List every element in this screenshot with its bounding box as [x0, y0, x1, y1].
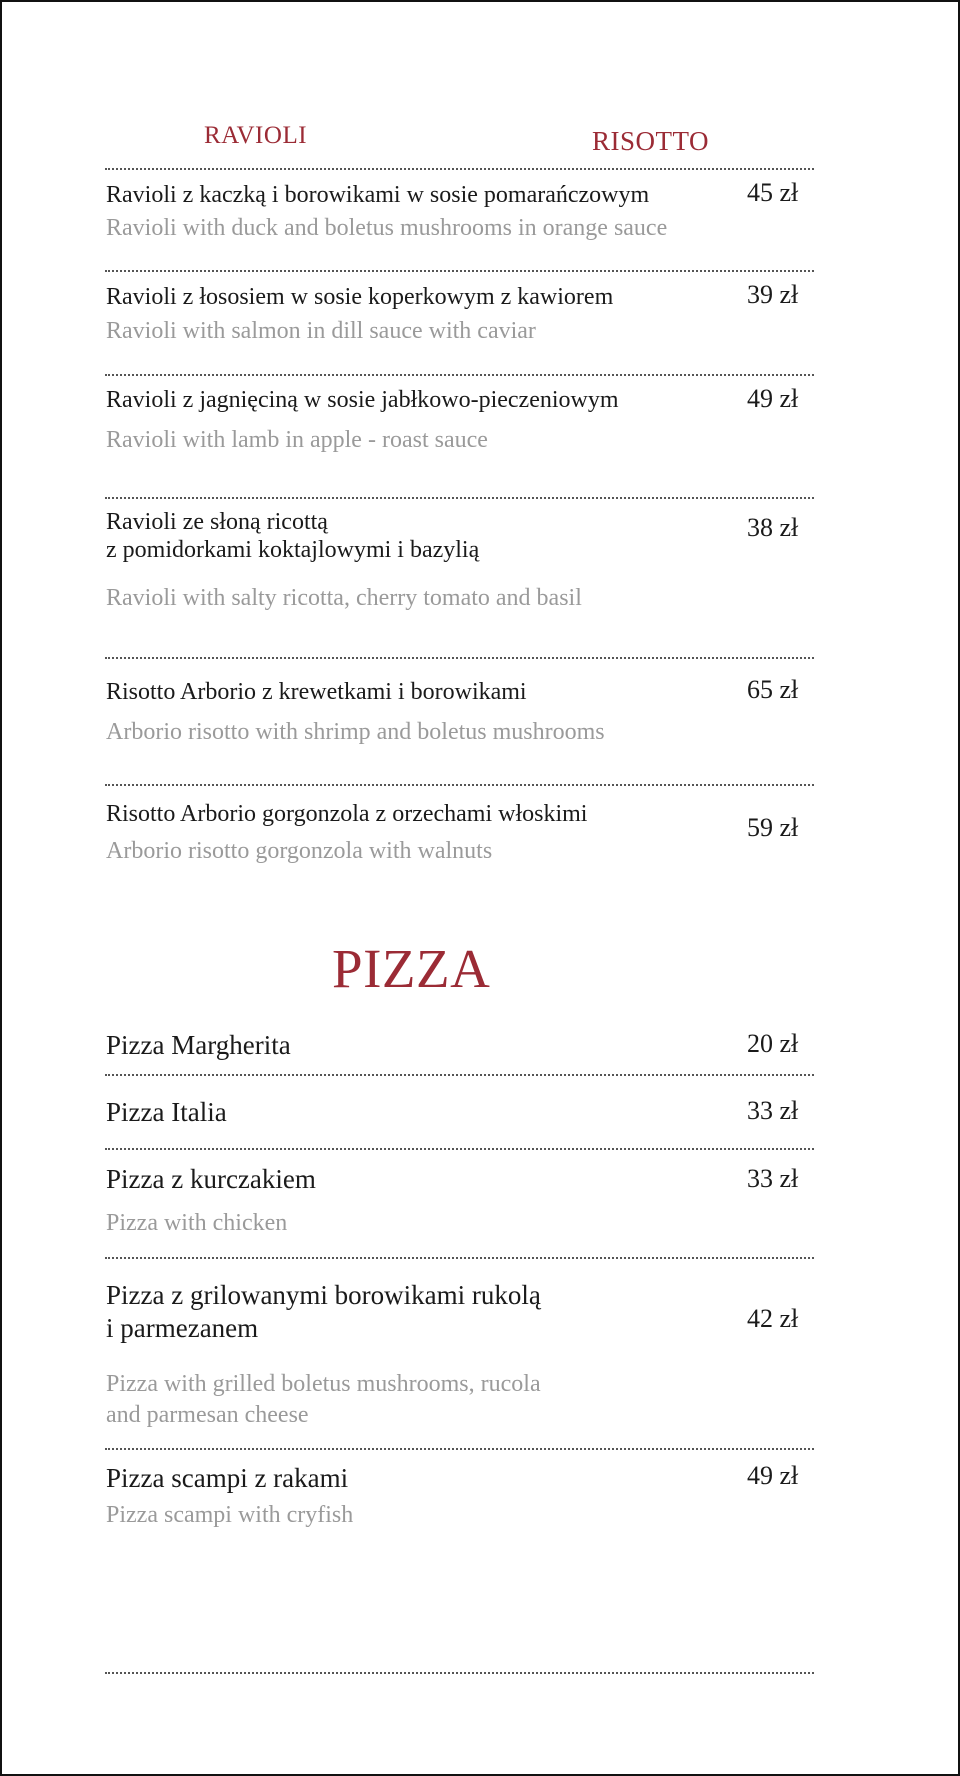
- divider: [105, 1257, 814, 1259]
- item-name-en: Pizza scampi with cryfish: [106, 1502, 354, 1528]
- divider: [105, 1148, 814, 1150]
- item-name-en: Ravioli with lamb in apple - roast sauce: [106, 427, 488, 453]
- item-name-en: Pizza with chicken: [106, 1210, 288, 1236]
- item-name-pl: Ravioli z kaczką i borowikami w sosie pomarańczowym: [106, 182, 650, 208]
- item-price: 59 zł: [747, 813, 799, 842]
- item-price: 38 zł: [747, 513, 799, 542]
- item-name-en: and parmesan cheese: [106, 1402, 309, 1428]
- item-price: 20 zł: [747, 1029, 799, 1058]
- item-name-pl: Pizza z grilowanymi borowikami rukolą: [106, 1280, 541, 1310]
- item-price: 65 zł: [747, 675, 799, 704]
- divider: [105, 374, 814, 376]
- divider: [105, 168, 814, 170]
- divider: [105, 1074, 814, 1076]
- divider: [105, 1448, 814, 1450]
- item-price: 39 zł: [747, 280, 799, 309]
- item-price: 42 zł: [747, 1304, 799, 1333]
- item-name-pl: z pomidorkami koktajlowymi i bazylią: [106, 537, 480, 563]
- item-name-pl: Ravioli ze słoną ricottą: [106, 509, 328, 535]
- item-name-pl: Ravioli z jagnięciną w sosie jabłkowo-pieczeniowym: [106, 387, 619, 413]
- item-price: 49 zł: [747, 384, 799, 413]
- item-name-pl: Pizza scampi z rakami: [106, 1463, 349, 1493]
- item-name-pl: Risotto Arborio gorgonzola z orzechami włoskimi: [106, 801, 588, 827]
- ravioli-heading: ravioli: [204, 111, 308, 151]
- divider: [105, 497, 814, 499]
- item-name-en: Ravioli with salmon in dill sauce with caviar: [106, 318, 536, 344]
- item-name-pl: Pizza Margherita: [106, 1030, 291, 1060]
- item-name-pl: Ravioli z łososiem w sosie koperkowym z kawiorem: [106, 284, 614, 310]
- item-price: 33 zł: [747, 1164, 799, 1193]
- item-name-en: Arborio risotto gorgonzola with walnuts: [106, 838, 493, 864]
- item-name-en: Arborio risotto with shrimp and boletus mushrooms: [106, 719, 605, 745]
- risotto-heading: risotto: [592, 117, 710, 159]
- divider: [105, 657, 814, 659]
- item-name-pl: Pizza z kurczakiem: [106, 1164, 316, 1194]
- item-price: 45 zł: [747, 178, 799, 207]
- item-name-pl: Risotto Arborio z krewetkami i borowikami: [106, 679, 527, 705]
- pizza-heading: pizza: [332, 917, 491, 1004]
- item-price: 33 zł: [747, 1096, 799, 1125]
- item-name-en: Pizza with grilled boletus mushrooms, rucola: [106, 1371, 541, 1397]
- item-name-pl: Pizza Italia: [106, 1097, 227, 1127]
- divider: [105, 270, 814, 272]
- divider: [105, 1672, 814, 1674]
- item-name-pl: i parmezanem: [106, 1313, 259, 1343]
- item-price: 49 zł: [747, 1461, 799, 1490]
- item-name-en: Ravioli with salty ricotta, cherry tomato and basil: [106, 585, 582, 611]
- divider: [105, 784, 814, 786]
- item-name-en: Ravioli with duck and boletus mushrooms in orange sauce: [106, 215, 668, 241]
